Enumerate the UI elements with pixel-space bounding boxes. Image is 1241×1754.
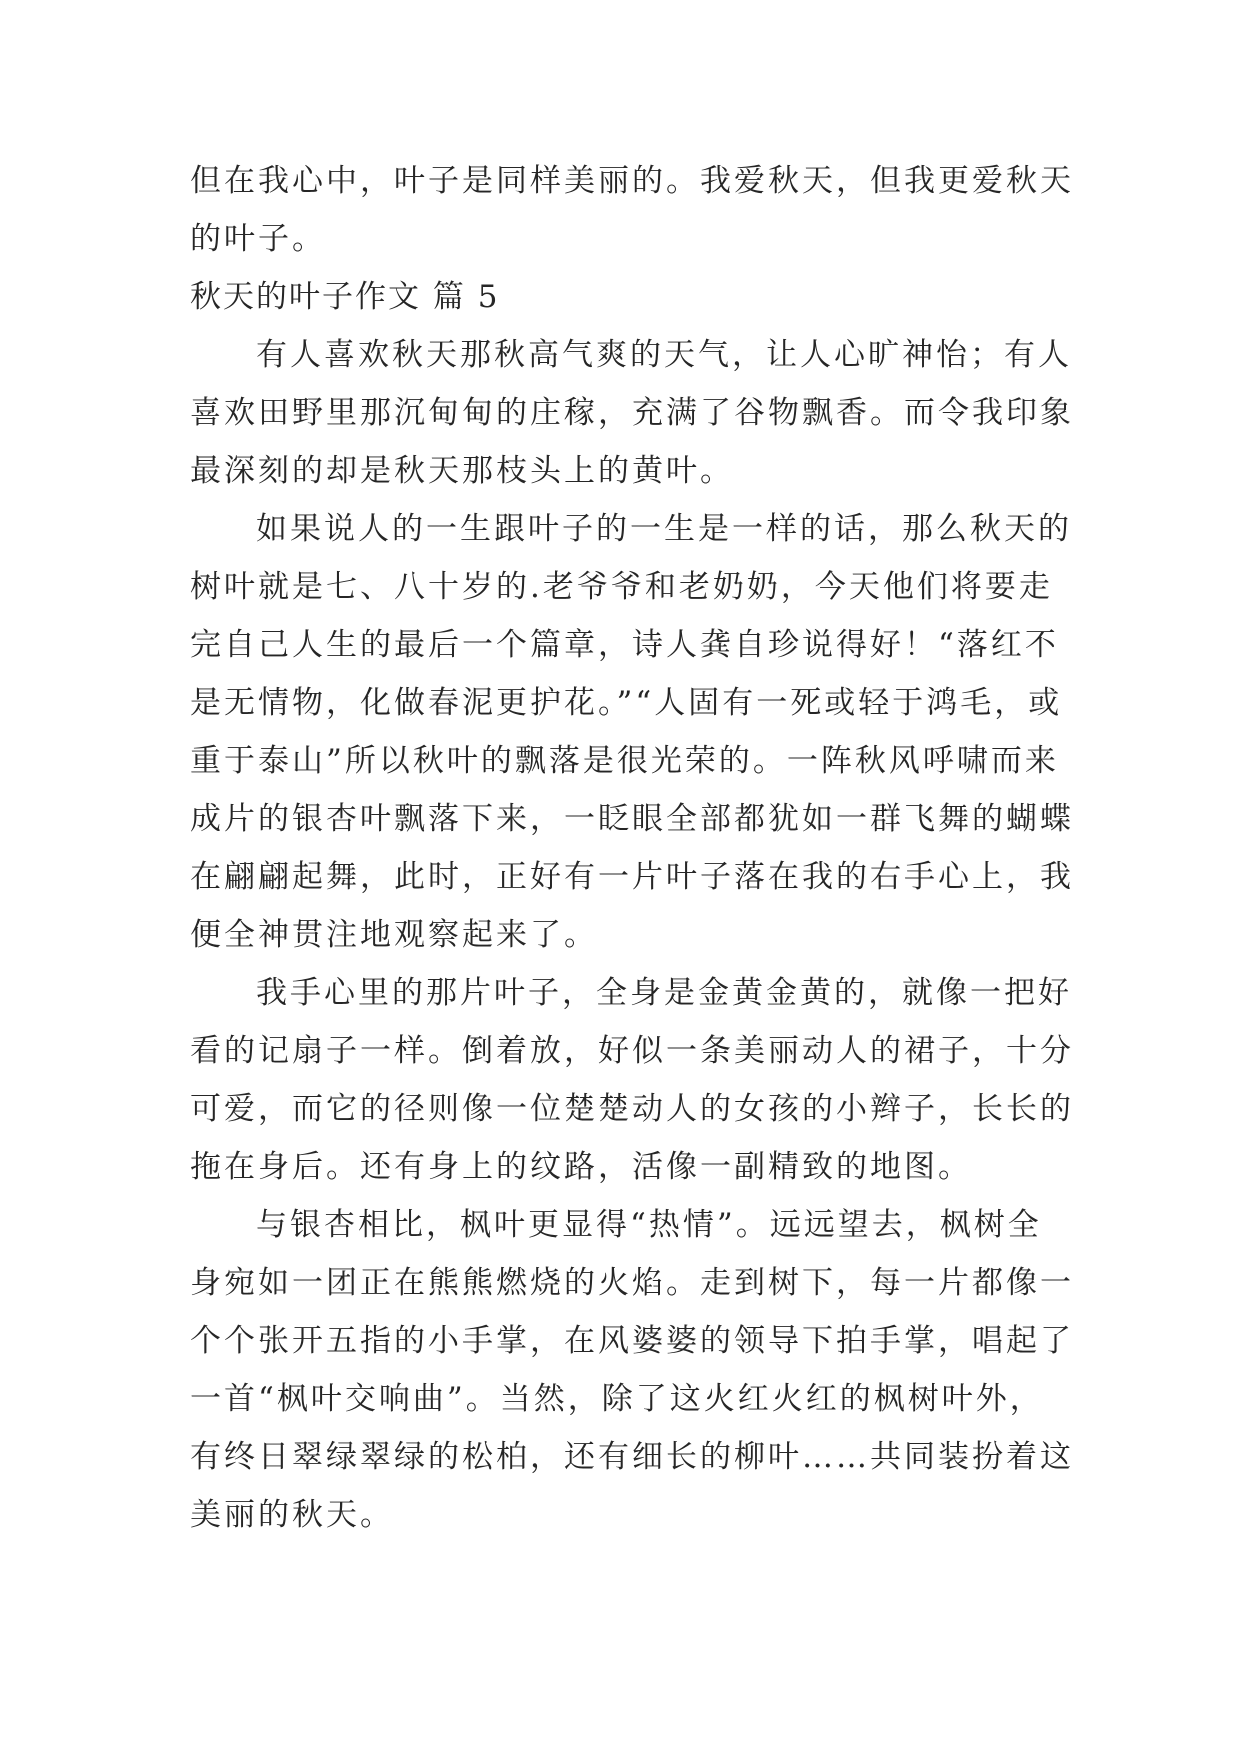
paragraph-line: 个个张开五指的小手掌，在风婆婆的领导下拍手掌，唱起了 — [190, 1323, 1074, 1359]
paragraph-line: 最深刻的却是秋天那枝头上的黄叶。 — [190, 453, 734, 489]
paragraph-line: 成片的银杏叶飘落下来，一眨眼全部都犹如一群飞舞的蝴蝶 — [190, 801, 1074, 837]
intro-line: 但在我心中，叶子是同样美丽的。我爱秋天，但我更爱秋天 — [190, 163, 1074, 199]
paragraph-line: 喜欢田野里那沉甸甸的庄稼，充满了谷物飘香。而令我印象 — [190, 395, 1074, 431]
paragraph-2 — [190, 500, 1074, 964]
paragraph-line: 便全神贯注地观察起来了。 — [190, 917, 598, 953]
section-title: 秋天的叶子作文 篇 5 — [190, 279, 500, 315]
paragraph-line: 是无情物，化做春泥更护花。”“人固有一死或轻于鸿毛，或 — [190, 685, 1063, 721]
paragraph-line: 拖在身后。还有身上的纹路，活像一副精致的地图。 — [190, 1149, 972, 1185]
paragraph-3 — [190, 964, 1074, 1196]
paragraph-line: 美丽的秋天。 — [190, 1497, 394, 1533]
paragraph-line: 重于泰山”所以秋叶的飘落是很光荣的。一阵秋风呼啸而来 — [190, 743, 1059, 779]
paragraph-line: 树叶就是七、八十岁的.老爷爷和老奶奶，今天他们将要走 — [190, 569, 1053, 605]
paragraph-line: 如果说人的一生跟叶子的一生是一样的话，那么秋天的 — [256, 511, 1072, 547]
paragraph-line: 身宛如一团正在熊熊燃烧的火焰。走到树下，每一片都像一 — [190, 1265, 1074, 1301]
paragraph-line: 在翩翩起舞，此时，正好有一片叶子落在我的右手心上，我 — [190, 859, 1074, 895]
paragraph-1 — [190, 326, 1074, 500]
intro-line: 的叶子。 — [190, 221, 326, 257]
paragraph-line: 我手心里的那片叶子，全身是金黄金黄的，就像一把好 — [256, 975, 1072, 1011]
paragraph-line: 一首“枫叶交响曲”。当然，除了这火红火红的枫树叶外， — [190, 1381, 1044, 1417]
paragraph-line: 与银杏相比，枫叶更显得“热情”。远远望去，枫树全 — [256, 1207, 1042, 1243]
paragraph-line: 看的记扇子一样。倒着放，好似一条美丽动人的裙子，十分 — [190, 1033, 1074, 1069]
paragraph-line: 有人喜欢秋天那秋高气爽的天气，让人心旷神怡；有人 — [256, 337, 1072, 373]
paragraph-line: 可爱，而它的径则像一位楚楚动人的女孩的小辫子，长长的 — [190, 1091, 1074, 1127]
paragraph-4 — [190, 1196, 1074, 1544]
paragraph-line: 完自己人生的最后一个篇章，诗人龚自珍说得好！“落红不 — [190, 627, 1059, 663]
document-body — [190, 152, 1074, 1544]
paragraph-line: 有终日翠绿翠绿的松柏，还有细长的柳叶……共同装扮着这 — [190, 1439, 1074, 1475]
